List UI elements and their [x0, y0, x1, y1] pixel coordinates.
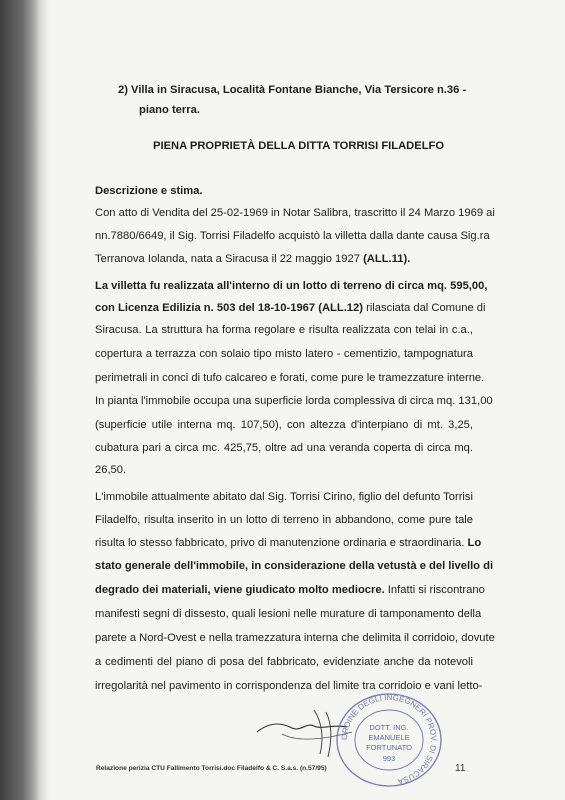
paragraph-line: irregolarità nel pavimento in corrispondenza del limite tra corridoio e vani letto-	[95, 680, 483, 692]
stamp-last-name: FORTUNATO	[366, 743, 412, 752]
binding-spine	[0, 0, 40, 800]
page-footer: Relazione perizia CTU Fallimento Torrisi.doc Filadelfo & C. S.a.s. (n.57/95)	[96, 765, 327, 772]
paragraph-line: copertura a terrazza con solaio tipo misto latero - cementizio, tampognatura	[95, 348, 473, 360]
license-reference: con Licenza Edilizia n. 503 del 18-10-1967 (ALL.12)	[95, 302, 363, 314]
stamp-title: DOTT. ING.	[369, 723, 409, 732]
paragraph-line	[95, 301, 486, 315]
paragraph-line: stato generale dell'immobile, in considerazione della vetustà e del livello di	[95, 560, 494, 572]
stamp-ring-text: ORDINE DEGLI INGEGNERI PROV. DI SIRACUSA	[339, 692, 439, 787]
paragraph-line: 26,50.	[95, 464, 127, 476]
ownership-heading: PIENA PROPRIETÀ DELLA DITTA TORRISI FILADELFO	[153, 140, 445, 152]
paragraph-line	[95, 536, 482, 550]
engineer-stamp	[329, 690, 449, 790]
item-heading-line2: piano terra.	[139, 104, 200, 116]
paragraph-line: manifesti segni di dissesto, quali lesioni nelle murature di tamponamento della	[95, 608, 482, 620]
paragraph-line: Filadelfo, risulta inserito in un lotto di terreno in abbandono, come pure tale	[95, 514, 473, 526]
stamp-first-name: EMANUELE	[368, 733, 410, 742]
page-number: 11	[455, 763, 466, 774]
section-title: Descrizione e stima.	[95, 185, 203, 197]
item-heading-line1: 2) Villa in Siracusa, Località Fontane Bianche, Via Tersicore n.36 -	[118, 84, 467, 96]
paragraph-line: a cedimenti del piano di posa del fabbricato, evidenziate anche da notevoli	[95, 656, 473, 668]
paragraph-line: L'immobile attualmente abitato dal Sig. Torrisi Cirino, figlio del defunto Torrisi	[95, 491, 473, 503]
text-run: Terranova Iolanda, nata a Siracusa il 22 maggio 1927	[95, 253, 364, 265]
paragraph-line: La villetta fu realizzata all'interno di un lotto di terreno di circa mq. 595,00,	[95, 280, 488, 292]
text-run-bold: degrado dei materiali, viene giudicato molto mediocre.	[95, 584, 385, 596]
text-run: rilasciata dal Comune di	[362, 302, 486, 314]
text-run-bold: Lo	[467, 537, 482, 549]
paragraph-line	[95, 252, 410, 266]
annex-reference: (ALL.11).	[363, 253, 411, 265]
paragraph-line: (superficie utile interna mq. 107,50), con altezza d'interpiano di mt. 3,25,	[95, 419, 473, 431]
paragraph-line: perimetrali in conci di tufo calcareo e forati, come pure le tramezzature interne.	[95, 372, 485, 384]
paragraph-line: nn.7880/6649, il Sig. Torrisi Filadelfo acquistò la villetta dalla dante causa Sig.ra	[95, 230, 490, 242]
page-shadow	[40, 0, 50, 800]
paragraph-line: cubatura pari a circa mc. 425,75, oltre ad una veranda coperta di circa mq.	[95, 442, 473, 454]
text-run: risulta lo stesso fabbricato, privo di manutenzione ordinaria e straordinaria.	[95, 537, 468, 549]
paragraph-line: parete a Nord-Ovest e nella tramezzatura interna che delimita il corridoio, dovute	[95, 632, 495, 644]
paragraph-line	[95, 583, 485, 597]
stamp-number: 993	[382, 754, 396, 763]
paragraph-line: In pianta l'immobile occupa una superficie lorda complessiva di circa mq. 131,00	[95, 395, 493, 407]
paragraph-line: Siracusa. La struttura ha forma regolare e risulta realizzata con telai in c.a.,	[95, 324, 473, 336]
text-run: Infatti si riscontrano	[384, 584, 485, 596]
paragraph-line: Con atto di Vendita del 25-02-1969 in Notar Salibra, trascritto il 24 Marzo 1969 ai	[95, 207, 495, 219]
